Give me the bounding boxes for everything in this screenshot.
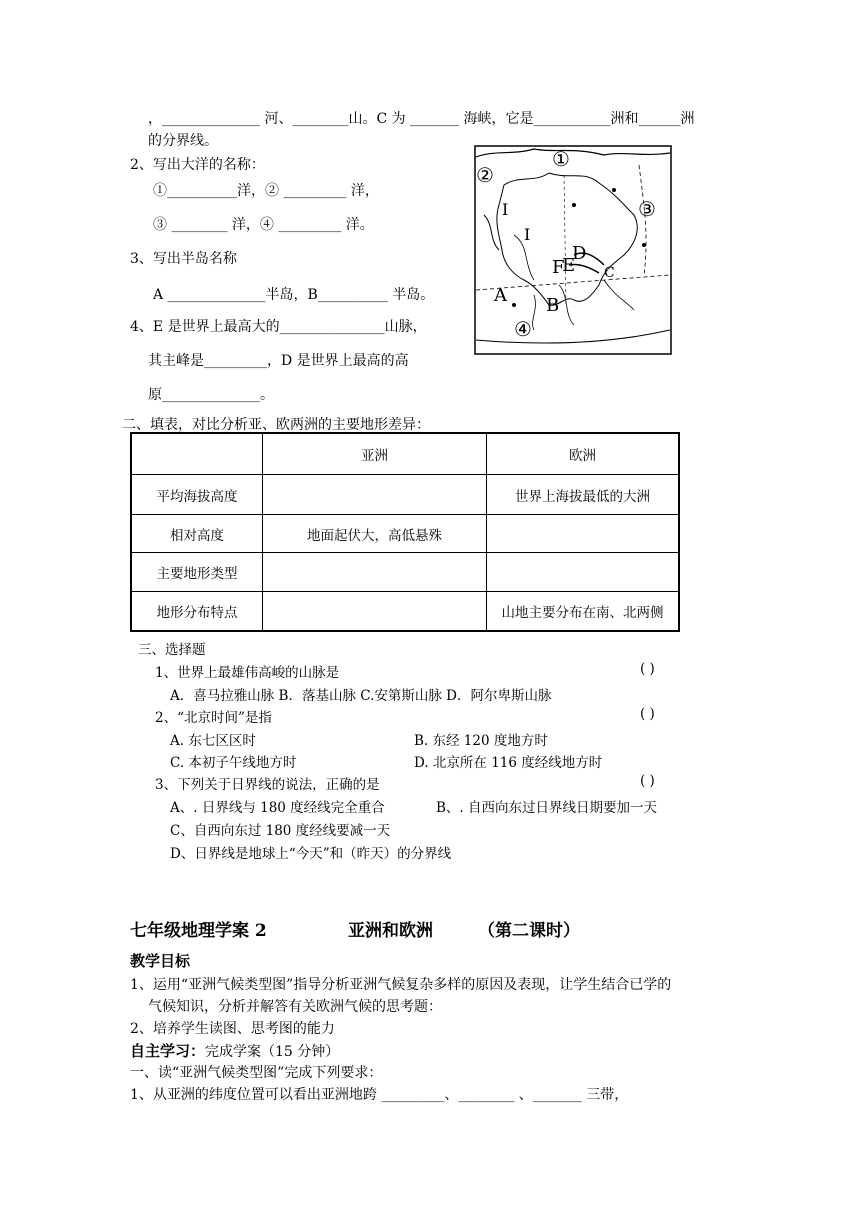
climate-question-1: 1、从亚洲的纬度位置可以看出亚洲地跨 _________、________ 、_______ 三带， bbox=[130, 1087, 629, 1103]
goal-2: 2、培养学生读图、思考图的能力 bbox=[130, 1021, 335, 1037]
map-label-ocean-4: ④ bbox=[514, 317, 532, 341]
map-label-a: A bbox=[494, 285, 507, 306]
map-label-ocean-1: ① bbox=[552, 147, 570, 171]
map-label-ocean-3: ③ bbox=[638, 197, 656, 221]
table-row-label: 主要地形类型 bbox=[156, 566, 238, 582]
question-4-line-b: 其主峰是_________，D 是世界上最高的高 bbox=[148, 353, 409, 369]
table-cell bbox=[263, 592, 486, 630]
fill-line-rivers: ，______________ 河、________山。C 为 _______ 海峡，它是___________洲和______洲 bbox=[148, 111, 695, 127]
map-label-d: D bbox=[572, 243, 587, 264]
table-header-europe: 欧洲 bbox=[569, 448, 596, 464]
map-label-f: F bbox=[552, 257, 565, 278]
mc-option-3b: B、. 自西向东过日界线日期要加一天 bbox=[436, 800, 658, 816]
mc-option-3a: A、. 日界线与 180 度经线完全重合 bbox=[170, 800, 385, 816]
lesson-title-period: （第二课时） bbox=[478, 921, 580, 941]
mc-options-1: A．喜马拉雅山脉 B．落基山脉 C.安第斯山脉 D．阿尔卑斯山脉 bbox=[170, 688, 552, 704]
map-label-river-2: Ⅰ bbox=[524, 225, 531, 244]
table-cell bbox=[487, 515, 678, 552]
table-header-asia: 亚洲 bbox=[361, 448, 388, 464]
read-instruction: 一、读“亚洲气候类型图”完成下列要求： bbox=[130, 1065, 383, 1081]
goals-heading: 教学目标 bbox=[130, 952, 191, 970]
map-label-e: E bbox=[562, 255, 576, 276]
question-3-line: A ______________半岛，B__________ 半岛。 bbox=[153, 287, 435, 303]
lesson-title-topic: 亚洲和欧洲 bbox=[348, 921, 433, 941]
goal-1: 1、运用“亚洲气候类型图”指导分析亚洲气候复杂多样的原因及表现，让学生结合已学的 bbox=[130, 977, 672, 993]
fill-line-boundary: 的分界线。 bbox=[148, 133, 218, 149]
question-2-line-b: ③ ________ 洋，④ _________ 洋。 bbox=[153, 217, 374, 233]
mc-answer-paren-1: ( ) bbox=[640, 661, 655, 677]
mc-option-2a: A. 东七区区时 bbox=[170, 733, 256, 749]
goal-1-cont: 气候知识，分析并解答有关欧洲气候的思考题： bbox=[148, 999, 442, 1015]
mc-question-2: 2、“北京时间”是指 bbox=[155, 710, 272, 726]
table-row-label: 平均海拔高度 bbox=[156, 488, 238, 505]
map-label-b: B bbox=[546, 295, 560, 316]
lesson-title-grade: 七年级地理学案 2 bbox=[130, 921, 267, 941]
question-2-line-a: ①__________洋，② _________ 洋， bbox=[153, 183, 379, 199]
table-header-empty bbox=[132, 434, 262, 474]
question-3-title: 3、写出半岛名称 bbox=[130, 251, 237, 267]
mc-option-2c: C. 本初子午线地方时 bbox=[170, 755, 297, 771]
mc-answer-paren-3: ( ) bbox=[640, 773, 655, 789]
map-label-c: C bbox=[604, 265, 615, 281]
mc-option-3d: D、日界线是地球上“今天”和（昨天）的分界线 bbox=[170, 846, 452, 862]
table-cell bbox=[263, 553, 486, 591]
table-cell bbox=[263, 475, 486, 514]
table-row-label: 相对高度 bbox=[170, 527, 224, 544]
self-study-heading: 自主学习： bbox=[130, 1042, 206, 1060]
comparison-table bbox=[130, 432, 680, 632]
question-4-line-a: 4、E 是世界上最高大的_______________山脉， bbox=[130, 319, 427, 335]
table-cell: 地面起伏大，高低悬殊 bbox=[307, 527, 442, 544]
question-2-title: 2、写出大洋的名称： bbox=[130, 157, 265, 173]
mc-option-2d: D. 北京所在 116 度经线地方时 bbox=[414, 755, 603, 771]
mc-answer-paren-2: ( ) bbox=[640, 706, 655, 722]
section-2-title: 二、填表，对比分析亚、欧两洲的主要地形差异： bbox=[122, 417, 430, 433]
table-row-label: 地形分布特点 bbox=[156, 605, 238, 621]
self-study-line bbox=[130, 1040, 339, 1061]
table-cell: 世界上海拔最低的大洲 bbox=[515, 488, 650, 505]
asia-map bbox=[474, 145, 672, 355]
table-cell: 山地主要分布在南、北两侧 bbox=[501, 605, 664, 621]
mc-option-3c: C、自西向东过 180 度经线要减一天 bbox=[170, 823, 391, 839]
map-label-ocean-2: ② bbox=[476, 163, 494, 187]
self-study-detail: 完成学案（15 分钟） bbox=[205, 1044, 340, 1060]
table-cell bbox=[487, 553, 678, 591]
mc-question-1: 1、世界上最雄伟高峻的山脉是 bbox=[155, 665, 340, 681]
map-label-river-1: Ⅰ bbox=[502, 200, 509, 219]
mc-option-2b: B. 东经 120 度地方时 bbox=[414, 733, 548, 749]
question-4-line-c: 原______________。 bbox=[148, 387, 274, 403]
section-3-title: 三、选择题 bbox=[138, 642, 206, 658]
mc-question-3: 3、下列关于日界线的说法，正确的是 bbox=[155, 777, 380, 793]
